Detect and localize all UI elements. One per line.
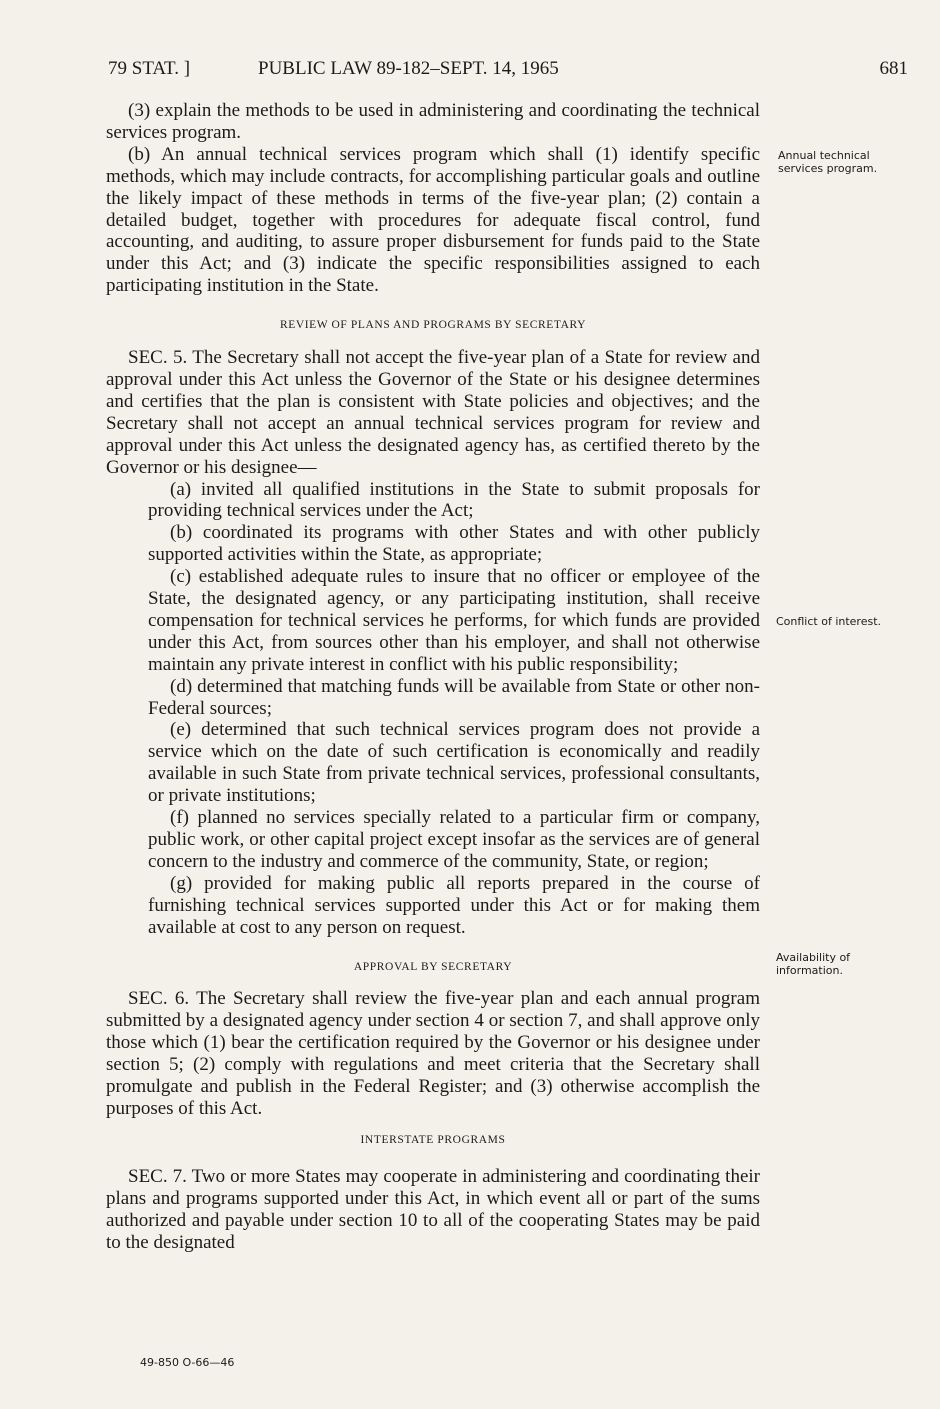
item-c: (c) established adequate rules to insure that no officer or employee of the State, the designated agency, or any participating institution, shall receive compensation for technical services he performs, for which funds are provided under this Act, from sources other than his employer, and shall not otherwise maintain any private interest in conflict with his public responsibility; [148,566,760,675]
statute-volume: 79 STAT. ] [108,58,191,79]
section-7-text: Two or more States may cooperate in administering and coordinating their plans and programs supported under this Act, in which event all or part of the sums authorized and payable under section 10 to all of the cooperating States may be paid to the designated [106,1165,760,1253]
heading-review-of-plans: REVIEW OF PLANS AND PROGRAMS BY SECRETARY [279,319,587,332]
item-b: (b) coordinated its programs with other States and with other publicly supported activities within the State, as appropriate; [148,522,760,566]
item-g: (g) provided for making public all reports prepared in the course of furnishing technical services supported under this Act or for making them available at cost to any person on request. [148,872,760,938]
paragraph-a3: (3) explain the methods to be used in administering and coordinating the technical services program. [106,100,760,143]
section-6 [106,988,760,1119]
law-title: PUBLIC LAW 89-182–SEPT. 14, 1965 [258,58,559,79]
footer-print-code: 49-850 O-66—46 [140,1356,235,1369]
main-text [106,100,760,1253]
section-5-text: The Secretary shall not accept the five-year plan of a State for review and approval under this Act unless the Governor of the State or his designee determines and certifies that the plan is consistent with State policies and objectives; and the Secretary shall not accept an annual technical services program for review and approval under this Act unless the designated agency has, as certified thereto by the Governor or his designee— [106,347,760,478]
section-7 [106,1166,760,1254]
item-e: (e) determined that such technical services program does not provide a service which on the date of such certification is economically and readily available in such State from private technical services, professional consultants, or private institutions; [148,719,760,807]
margin-note-annual-program: Annual technical services program. [778,149,878,175]
page-number: 681 [879,58,908,79]
margin-note-availability: Availability of information. [776,951,851,977]
section-7-label: SEC. 7. [128,1165,187,1187]
section-5 [106,347,760,478]
margin-note-conflict-of-interest: Conflict of interest. [776,615,882,628]
item-f: (f) planned no services specially related to a particular firm or company, public work, or other capital project except insofar as the services are of general concern to the industry and commerce of the community, State, or region; [148,807,760,872]
section-5-label: SEC. 5. [128,347,188,369]
item-d: (d) determined that matching funds will be available from State or other non-Federal sources; [148,675,760,719]
heading-approval: APPROVAL BY SECRETARY [353,960,513,973]
paragraph-b: (b) An annual technical services program which shall (1) identify specific methods, which may include contracts, for accomplishing particular goals and outline the likely impact of these methods in terms of the five-year plan; (2) contain a detailed budget, together with procedures for adequate fiscal control, fund accounting, and auditing, to assure proper disbursement for funds paid to the State under this Act; and (3) indicate the specific responsibilities assigned to each participating institution in the State. [106,143,760,297]
running-header [108,58,908,84]
section-6-text: The Secretary shall review the five-year plan and each annual program submitted by a designated agency under section 4 or section 7, and shall approve only those which (1) bear the certification required by the Governor or his designee under section 5; (2) comply with regulations and meet criteria that the Secretary shall promulgate and publish in the Federal Register; and (3) otherwise accomplish the purposes of this Act. [106,988,760,1119]
item-a: (a) invited all qualified institutions in the State to submit proposals for providing technical services under the Act; [148,478,760,522]
section-6-label: SEC. 6. [128,988,190,1010]
heading-interstate: INTERSTATE PROGRAMS [360,1133,506,1146]
